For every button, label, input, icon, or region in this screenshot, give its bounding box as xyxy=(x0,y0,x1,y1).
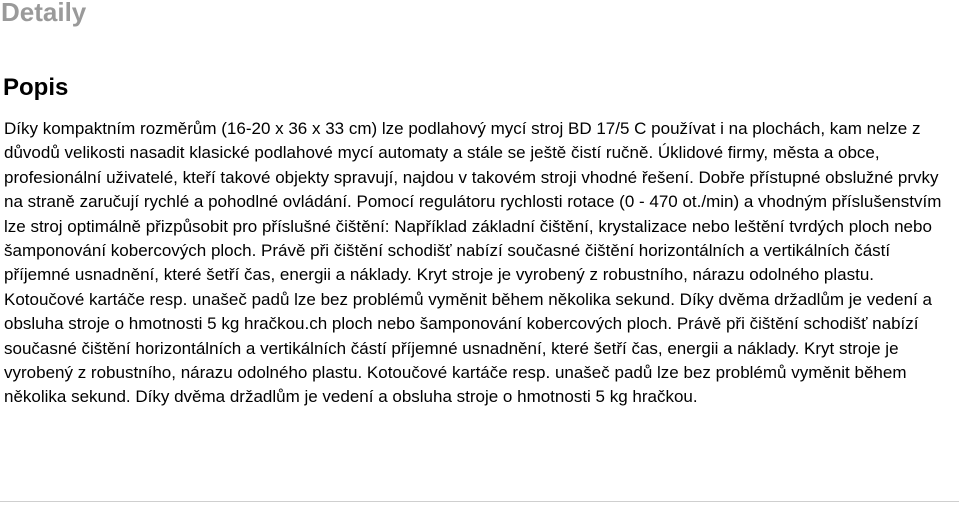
details-heading: Detaily xyxy=(1,0,87,27)
description-text: Díky kompaktním rozměrům (16-20 x 36 x 33 cm) lze podlahový mycí stroj BD 17/5 C používat i na plochách, kam nelze z důvodů velikosti nasadit klasické podlahové mycí automaty a stále se ještě čistí ručně. Úklidové firmy, města a obce, profesionální uživatelé, kteří takové objekty spravují, najdou v takovém stroji vhodné řešení. Dobře přístupné obslužné prvky na straně zaručují rychlé a pohodlné ovládání. Pomocí regulátoru rychlosti rotace (0 - 470 ot./min) a vhodným příslušenstvím lze stroj optimálně přizpůsobit pro příslušné čištění: Například základní čištění, krystalizace nebo leštění tvrdých ploch nebo šamponování kobercových ploch. Právě při čištění schodišť nabízí současné čištění horizontálních a vertikálních částí příjemné usnadnění, které šetří čas, energii a náklady. Kryt stroje je vyrobený z robustního, nárazu odolného plastu. Kotoučové kartáče resp. unašeč padů lze bez problémů vyměnit během několika sekund. Díky dvěma držadlům je vedení a obsluha stroje o hmotnosti 5 kg hračkou.ch ploch nebo šamponování kobercových ploch. Právě při čištění schodišť nabízí současné čištění horizontálních a vertikálních částí příjemné usnadnění, které šetří čas, energii a náklady. Kryt stroje je vyrobený z robustního, nárazu odolného plastu. Kotoučové kartáče resp. unašeč padů lze bez problémů vyměnit během několika sekund. Díky dvěma držadlům je vedení a obsluha stroje o hmotnosti 5 kg hračkou. xyxy=(4,119,942,407)
bottom-divider xyxy=(0,501,959,502)
description-heading: Popis xyxy=(3,74,69,101)
